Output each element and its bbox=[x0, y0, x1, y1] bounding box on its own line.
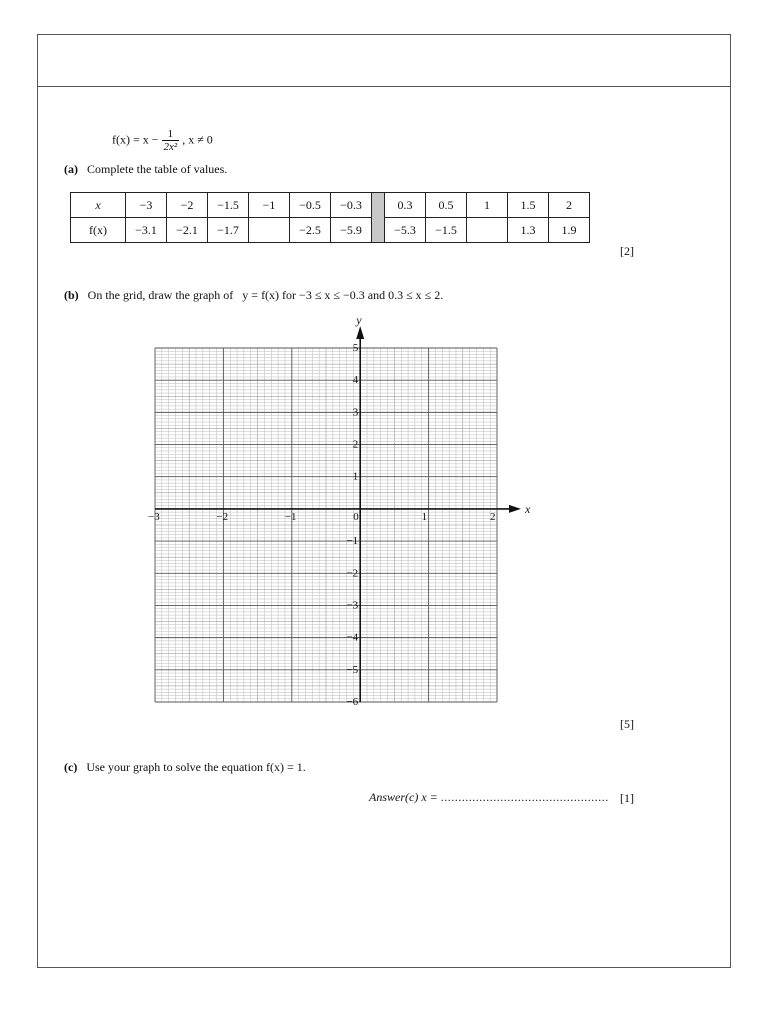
table-cell: −2 bbox=[167, 193, 208, 218]
y-tick-label: 4 bbox=[352, 374, 359, 387]
y-tick-label: −6 bbox=[346, 696, 359, 708]
table-cell: −3 bbox=[126, 193, 167, 218]
table-cell: 1.3 bbox=[508, 218, 549, 243]
table-cell: 2 bbox=[549, 193, 590, 218]
table-cell: −5.9 bbox=[331, 218, 372, 243]
table-cell: −0.5 bbox=[290, 193, 331, 218]
part-b-text: On the grid, draw the graph of bbox=[87, 288, 234, 302]
table-cell: −1.7 bbox=[208, 218, 249, 243]
part-c-marks: [1] bbox=[620, 791, 634, 805]
y-tick-label: −4 bbox=[346, 631, 359, 644]
function-definition bbox=[112, 128, 213, 153]
y-tick-label: 3 bbox=[352, 406, 359, 419]
y-tick-label: −3 bbox=[346, 599, 359, 612]
table-cell: −2.5 bbox=[290, 218, 331, 243]
part-c-label: (c) bbox=[64, 760, 78, 774]
fraction bbox=[162, 128, 180, 153]
table-cell: −5.3 bbox=[385, 218, 426, 243]
y-tick-label: 2 bbox=[352, 438, 359, 451]
table-gap-column bbox=[372, 193, 385, 243]
function-lhs: f(x) = x − bbox=[112, 132, 159, 147]
part-b-question bbox=[64, 289, 443, 301]
part-a-question bbox=[64, 163, 227, 175]
x-tick-label: 1 bbox=[421, 510, 428, 523]
table-cell: −1.5 bbox=[426, 218, 467, 243]
table-cell: 1 bbox=[467, 193, 508, 218]
header-divider bbox=[37, 86, 731, 87]
part-a-marks: [2] bbox=[620, 244, 634, 258]
x-tick-label: −2 bbox=[216, 510, 229, 523]
values-table bbox=[70, 192, 590, 243]
part-b-equation: y = f(x) for −3 ≤ x ≤ −0.3 and 0.3 ≤ x ≤ 2. bbox=[242, 288, 444, 302]
table-cell-blank[interactable] bbox=[249, 218, 290, 243]
part-c-answer bbox=[369, 791, 609, 803]
x-tick-label: 0 bbox=[353, 510, 359, 523]
x-axis-arrow bbox=[509, 505, 521, 513]
table-cell: 0.3 bbox=[385, 193, 426, 218]
table-cell: 1.9 bbox=[549, 218, 590, 243]
y-tick-label: 1 bbox=[352, 470, 359, 483]
y-tick-label: −1 bbox=[346, 535, 359, 548]
table-row-fx bbox=[71, 218, 590, 243]
part-a-text: Complete the table of values. bbox=[87, 162, 228, 176]
fraction-numerator: 1 bbox=[162, 128, 180, 141]
answer-label: Answer(c) x = bbox=[369, 790, 438, 804]
function-condition: , x ≠ 0 bbox=[182, 132, 213, 147]
table-cell: −2.1 bbox=[167, 218, 208, 243]
part-b-marks: [5] bbox=[620, 717, 634, 731]
y-tick-label: 5 bbox=[352, 342, 359, 354]
table-cell-blank[interactable] bbox=[467, 218, 508, 243]
x-tick-label: −3 bbox=[148, 510, 160, 523]
part-c-text: Use your graph to solve the equation f(x) = 1. bbox=[86, 760, 306, 774]
graph-grid[interactable] bbox=[0, 310, 768, 730]
table-header-fx: f(x) bbox=[71, 218, 126, 243]
table-cell: 0.5 bbox=[426, 193, 467, 218]
part-b-label: (b) bbox=[64, 288, 79, 302]
table-cell: −1.5 bbox=[208, 193, 249, 218]
table-cell: 1.5 bbox=[508, 193, 549, 218]
part-c-question bbox=[64, 761, 306, 773]
x-tick-label: 2 bbox=[490, 510, 496, 523]
y-tick-label: −5 bbox=[346, 663, 359, 676]
answer-line[interactable]: ................................................ bbox=[440, 790, 609, 804]
x-tick-label: −1 bbox=[284, 510, 297, 523]
table-cell: −1 bbox=[249, 193, 290, 218]
table-cell: −3.1 bbox=[126, 218, 167, 243]
y-axis-arrow bbox=[356, 326, 364, 339]
table-row-x bbox=[71, 193, 590, 218]
y-tick-label: −2 bbox=[346, 567, 359, 580]
minor-grid-lines bbox=[155, 348, 497, 702]
fraction-denominator: 2x² bbox=[163, 141, 178, 154]
y-axis-label: y bbox=[356, 313, 362, 327]
x-axis-label: x bbox=[525, 501, 531, 516]
table-cell: −0.3 bbox=[331, 193, 372, 218]
part-a-label: (a) bbox=[64, 162, 78, 176]
table-header-x: x bbox=[71, 193, 126, 218]
